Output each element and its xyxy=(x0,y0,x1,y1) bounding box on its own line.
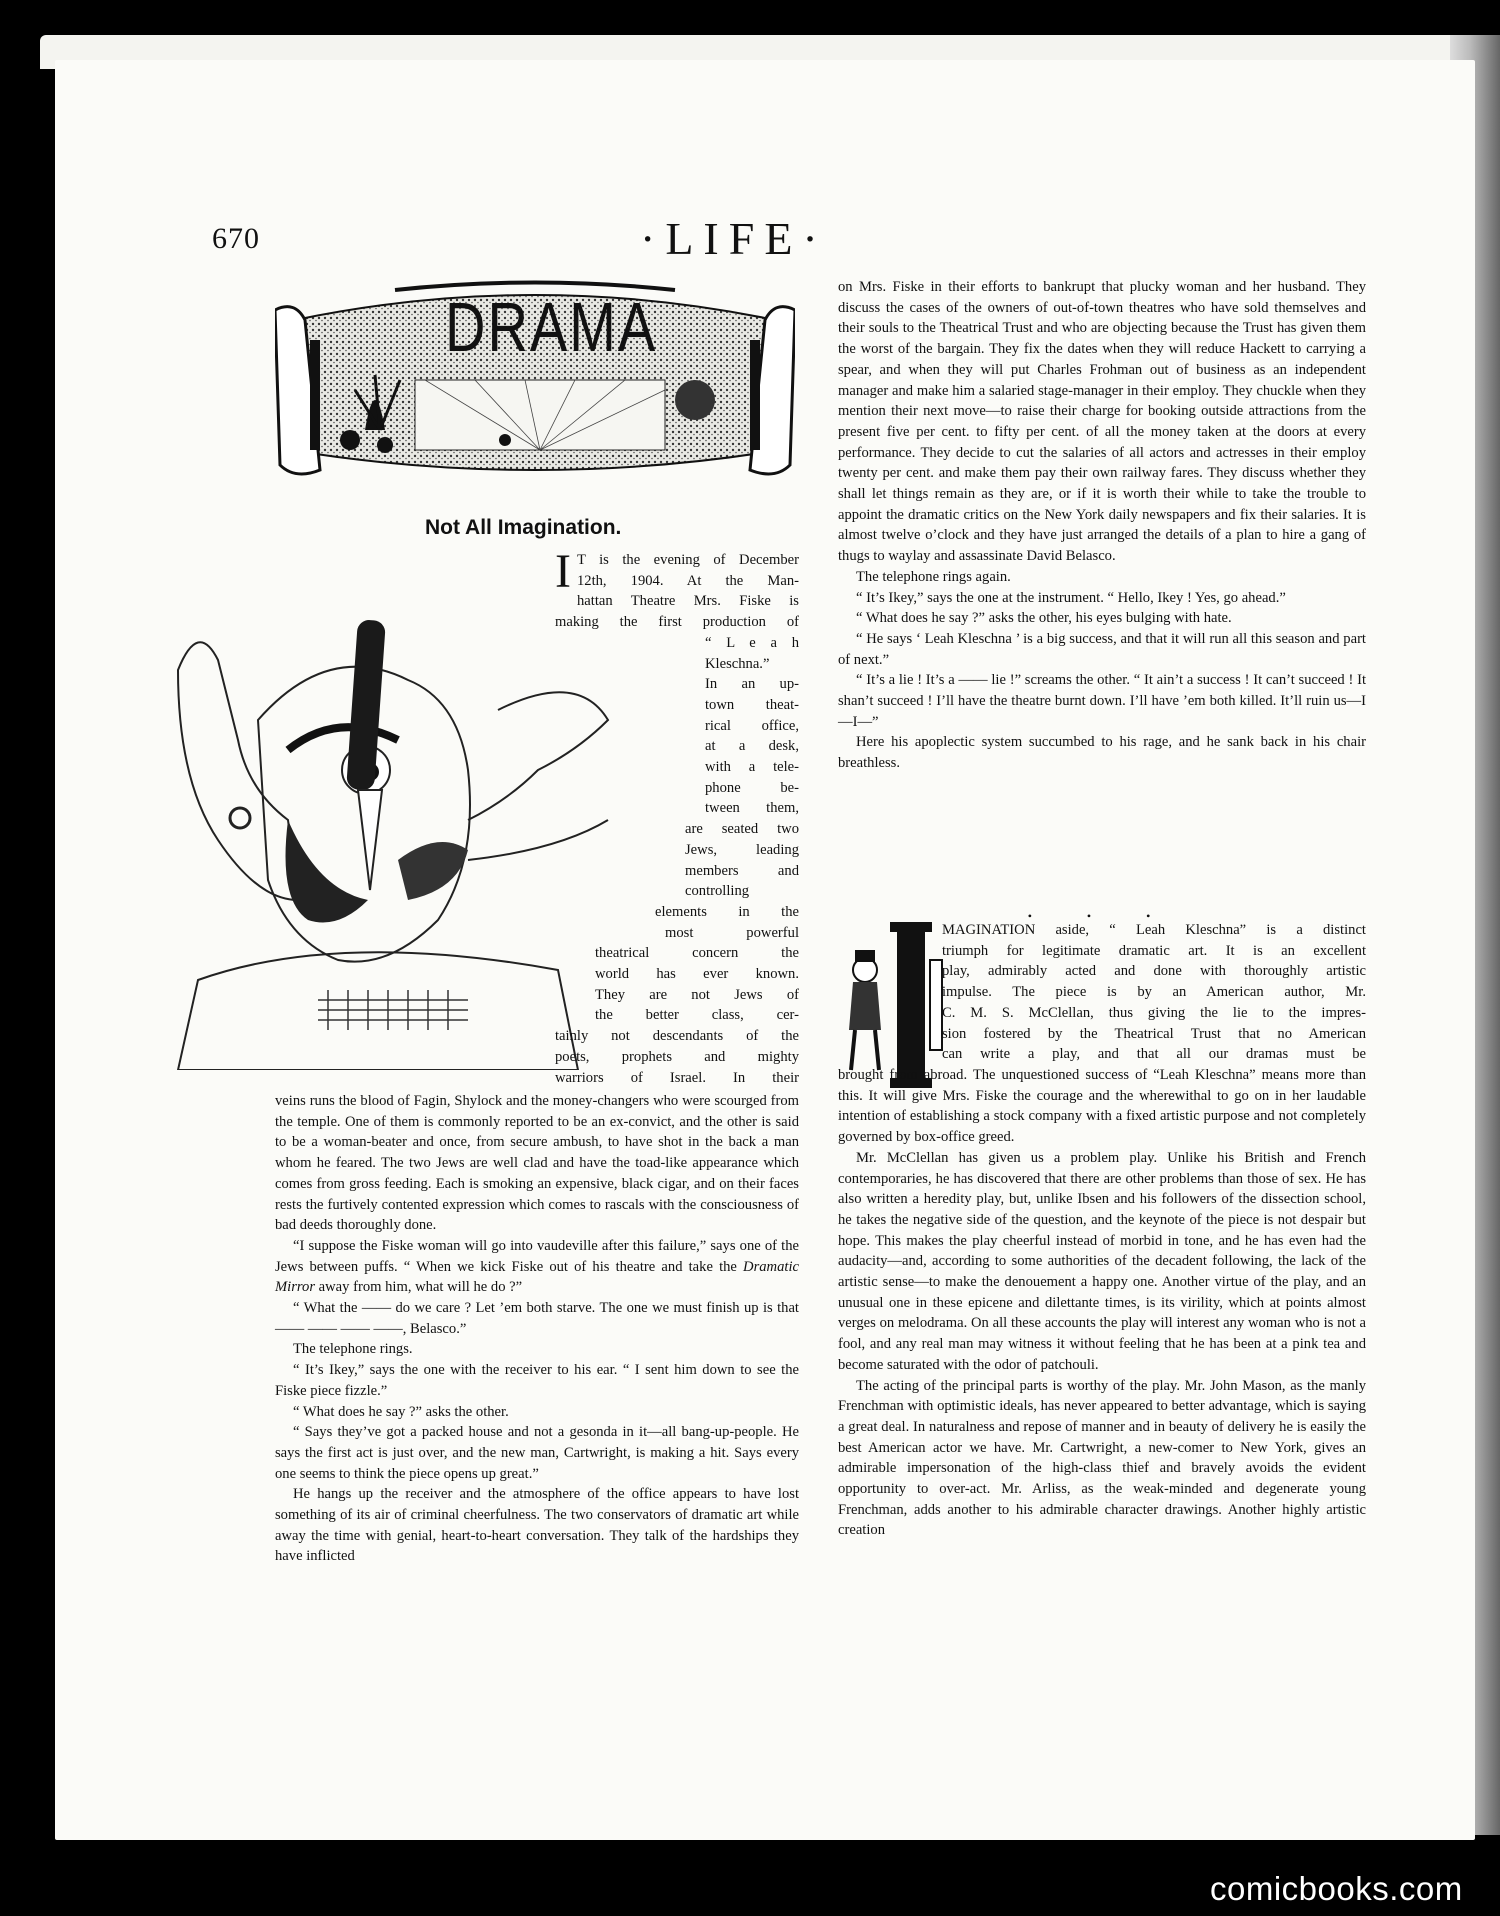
paragraph: “ It’s Ikey,” says the one with the receiver to his ear. “ I sent him down to see the Fiske piece fizzle.” xyxy=(275,1362,799,1399)
opening-line: tween them, xyxy=(705,800,799,817)
paragraph: Here his apoplectic system succumbed to his rage, and he sank back in his chair breathless. xyxy=(838,734,1366,772)
opening-line: hattan Theatre Mrs. Fiske is xyxy=(576,593,799,610)
opening-line: phone be- xyxy=(705,779,799,796)
opening-line: most powerful xyxy=(665,924,799,941)
review-opening-line: impulse. The piece is by an American author, Mr. xyxy=(942,984,1366,1001)
drama-banner-illustration xyxy=(275,280,795,490)
opening-line: elements in the xyxy=(655,903,799,920)
opening-lines xyxy=(555,545,799,1088)
opening-line: Jews, leading xyxy=(685,841,799,858)
paragraph: brought from abroad. The unquestioned success of “Leah Kleschna” means more than this. It will give Mrs. Fiske the courage and the wherewithal to go on in her laudable intention of establishing a stock company with a fixed artistic purpose and not completely governed by box-office greed. xyxy=(838,1067,1366,1146)
paragraph: The acting of the principal parts is worthy of the play. Mr. John Mason, as the manly Frenchman with optimistic ideals, has never appeared to better advantage, which is saying a great deal. In naturalness and repose of manner and in beauty of delivery he is easily the best American actor we have. Mr. Cartwright, a new-comer to New York, gives an admirable impersonation of the high-class thief and bravely avoids the evident opportunity to over-act. Mr. Arliss, as the weak-minded and degenerate young Frenchman, adds another to his admirable character drawings. Another highly artistic creation xyxy=(838,1377,1366,1539)
opening-line: warriors of Israel. In their xyxy=(555,1069,799,1086)
opening-line: T is the evening of December xyxy=(576,552,799,568)
review-opening-wrap xyxy=(942,920,1366,1065)
review-opening-line: C. M. S. McClellan, thus giving the lie to the impres- xyxy=(942,1004,1366,1021)
opening-line: members and xyxy=(685,862,799,879)
masthead-title: ·LIFE· xyxy=(640,213,828,264)
paragraph: “ What does he say ?” asks the other. xyxy=(293,1403,509,1420)
article-opening-wrap xyxy=(555,545,799,1088)
opening-line: with a tele- xyxy=(705,759,799,776)
paragraph: veins runs the blood of Fagin, Shylock and the money-changers who were scourged from the temple. One of them is commonly reported to be an ex-convict, and the other is said to be a woman-beater and once, from secure ambush, to have shot in the back a man whom he feared. The two Jews are well clad and have the toad-like appearance which comes from gross feeding. Each is smoking an expensive, black cigar, and on their faces rests the furtively contented expression which comes to rascals with the consciousness of bad deeds thoroughly done. xyxy=(275,1093,799,1234)
paragraph: The telephone rings. xyxy=(293,1341,413,1358)
opening-line: rical office, xyxy=(705,717,799,734)
opening-line: controlling xyxy=(685,883,750,900)
article-headline: Not All Imagination. xyxy=(425,516,622,539)
review-opening-line: sion fostered by the Theatrical Trust that no American xyxy=(942,1025,1366,1042)
paragraph: “ He says ‘ Leah Kleschna ’ is a big success, and that it will run all this season and part of next.” xyxy=(838,630,1366,668)
separator-dots: • • • xyxy=(1027,909,1177,923)
review-opening-line: triumph for legitimate dramatic art. It is an excellent xyxy=(942,942,1366,959)
review-opening-line: play, admirably acted and done with thoroughly artistic xyxy=(942,963,1366,980)
opening-line: Kleschna.” xyxy=(705,655,770,672)
opening-line: town theat- xyxy=(705,696,799,713)
paragraph: on Mrs. Fiske in their efforts to bankrupt that plucky woman and her husband. They discuss the cases of the owners of out-of-town theatres who have sold themselves and their souls to the Theatrical Trust and who are objecting because the Trust has given them the worst of the bargain. They fix the dates when they will reduce Hackett to carrying a spear, and when they will put Charles Frohman out of business as an independent manager and make him a salaried stage-manager in their employ. They chuckle when they mention their next move—to raise their charge for booking outside attractions from the present five per cent. to fifty per cent. of all the money taken at the doors at every performance. They decide to cut the salaries of all actors and actresses in their employ twenty per cent. and make them pay their own railway fares. They discuss whether they shall let things remain as they are, or if it is worth their while to take the trouble to appoint the dramatic critics on the New York daily newspapers and fix their salaries. It is almost twelve o’clock and they have just arranged the details of a plan to hire a gang of thugs to waylay and assassinate David Belasco. xyxy=(838,279,1366,565)
review-column-text xyxy=(838,1065,1366,1541)
review-opening-line: can write a play, and that all our dramas must be xyxy=(942,1046,1366,1063)
paragraph: “ What does he say ?” asks the other, his eyes bulging with hate. xyxy=(856,610,1232,627)
article-dropcap: I xyxy=(555,545,571,598)
paragraph: “ It’s Ikey,” says the one at the instrument. “ Hello, Ikey ! Yes, go ahead.” xyxy=(856,589,1286,606)
publication-title: Dramatic Mirror xyxy=(275,1258,799,1296)
paragraph: The telephone rings again. xyxy=(856,568,1011,585)
watermark: comicbooks.com xyxy=(1210,1870,1463,1907)
left-column-text xyxy=(275,1091,799,1567)
opening-line: making the first production of xyxy=(555,614,799,631)
opening-line: “ L e a h xyxy=(705,634,799,651)
paragraph: “ It’s a lie ! It’s a —— lie !” screams the other. “ It ain’t a success ! It can’t succeed ! It shan’t succeed ! I’ll have the theatre burnt down. I’ll have ’em both killed. It’ll ruin us—I—I—” xyxy=(838,672,1366,730)
review-opening-line: MAGINATION aside, “ Leah Kleschna” is a distinct xyxy=(942,922,1366,938)
page-number: 670 xyxy=(212,222,260,255)
opening-line: 12th, 1904. At the Man- xyxy=(576,572,799,589)
paragraph: “ Says they’ve got a packed house and not a gesonda in it—all bang-up-people. He says the first act is just over, and the new man, Cartwright, is making a hit. Says every one seems to think the piece opens up great.” xyxy=(275,1424,799,1482)
opening-line: at a desk, xyxy=(705,738,799,755)
opening-line: They are not Jews of xyxy=(595,986,799,1003)
paragraph: He hangs up the receiver and the atmosphere of the office appears to have lost something of its air of criminal cheerfulness. The two conservators of dramatic art while away the time with genial, heart-to-heart conversation. They talk of the hardships they have inflicted xyxy=(275,1486,799,1565)
paragraph: Mr. McClellan has given us a problem play. Unlike his British and French contemporaries, he has discovered that there are other problems than those of sex. He has also written a heredity play, but, unlike Ibsen and his followers of the dissection school, he takes the negative side of the question, and the keynote of the piece is not despair but hope. This makes the play cheerful instead of morbid in tone, and he has even had the audacity—and, according to some authorities of the decadent following, the lack of the artistic sense—to make the denouement a happy one. Another virtue of the play, and an unusual one in these epicene and dilettante times, is its virility, which at points almost verges on melodrama. On all these accounts the play will interest any woman who is not a fool, and any real man may witness it without feeling that he has been at a pink tea and become saturated with the odor of patchouli. xyxy=(838,1149,1366,1373)
review-opening-lines xyxy=(942,920,1366,1065)
opening-line: In an up- xyxy=(705,676,799,693)
paragraph: “I suppose the Fiske woman will go into vaudeville after this failure,” says one of the Jews between puffs. “ When we kick Fiske out of his theatre and take the Dramatic Mirror away from him, what will he do ?” xyxy=(275,1237,799,1296)
right-column-text xyxy=(838,277,1366,774)
opening-line: poets, prophets and mighty xyxy=(555,1048,799,1065)
opening-line: theatrical concern the xyxy=(595,945,799,962)
opening-line: are seated two xyxy=(685,821,799,838)
paragraph: “ What the —— do we care ? Let ’em both starve. The one we must finish up is that —— —— —— ——, Belasco.” xyxy=(275,1300,799,1337)
opening-line: tainly not descendants of the xyxy=(555,1028,799,1045)
opening-line: world has ever known. xyxy=(595,966,799,983)
drama-banner-title: DRAMA xyxy=(445,287,658,366)
opening-line: the better class, cer- xyxy=(595,1007,799,1024)
